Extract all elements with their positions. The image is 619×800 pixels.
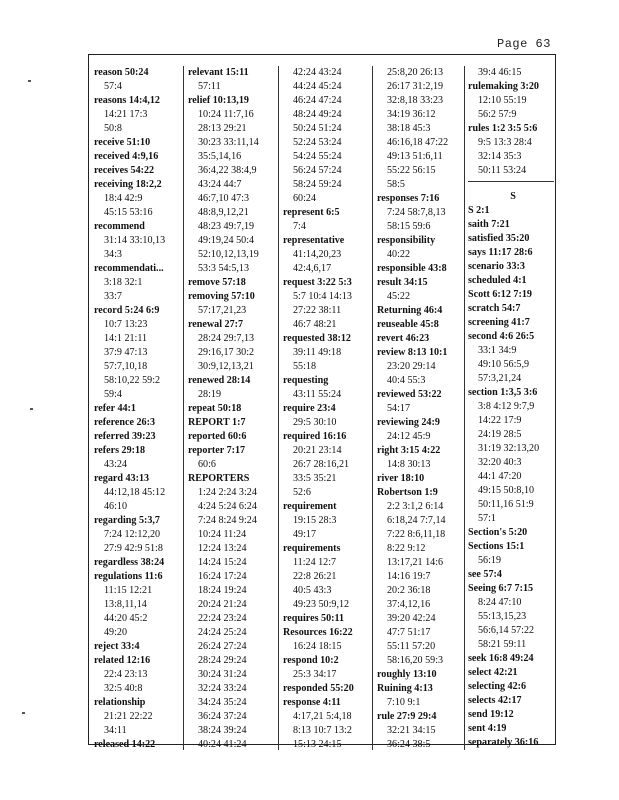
index-ref: 18:24 19:24 bbox=[198, 585, 247, 596]
scan-mark bbox=[30, 408, 33, 410]
index-ref: 13:8,11,14 bbox=[104, 599, 147, 610]
index-ref: 46:10 bbox=[104, 501, 127, 512]
index-term: responsible 43:8 bbox=[377, 263, 447, 274]
index-ref: 57:4 bbox=[104, 81, 122, 92]
index-ref: 36:24 38:5 bbox=[387, 739, 431, 750]
index-ref: 58:16,20 59:3 bbox=[387, 655, 444, 666]
index-ref: 58:21 59:11 bbox=[478, 639, 527, 650]
index-ref: 7:22 8:6,11,18 bbox=[387, 529, 446, 540]
index-ref: 60:6 bbox=[198, 459, 216, 470]
index-term: separately 36:16 bbox=[468, 737, 539, 748]
index-ref: 7:4 bbox=[293, 221, 306, 232]
index-ref: 58:5 bbox=[387, 179, 405, 190]
index-ref: 32:24 33:24 bbox=[198, 683, 247, 694]
index-term: requires 50:11 bbox=[283, 613, 345, 624]
index-term: selecting 42:6 bbox=[468, 681, 527, 692]
index-ref: 7:10 9:1 bbox=[387, 697, 421, 708]
index-ref: 44:20 45:2 bbox=[104, 613, 148, 624]
index-ref: 11:15 12:21 bbox=[104, 585, 153, 596]
index-ref: 7:24 8:24 9:24 bbox=[198, 515, 257, 526]
index-ref: 52:6 bbox=[293, 487, 311, 498]
index-ref: 14:24 15:24 bbox=[198, 557, 247, 568]
column-divider bbox=[183, 66, 184, 750]
index-term: regard 43:13 bbox=[94, 473, 150, 484]
index-ref: 16:24 18:15 bbox=[293, 641, 342, 652]
index-ref: 39:4 46:15 bbox=[478, 67, 522, 78]
index-term: related 12:16 bbox=[94, 655, 151, 666]
index-ref: 10:7 13:23 bbox=[104, 319, 148, 330]
index-ref: 32:8,18 33:23 bbox=[387, 95, 444, 106]
index-ref: 40:22 bbox=[387, 249, 410, 260]
index-ref: 33:5 35:21 bbox=[293, 473, 337, 484]
index-ref: 56:6,14 57:22 bbox=[478, 625, 535, 636]
index-ref: 8:13 10:7 13:2 bbox=[293, 725, 352, 736]
index-term: reviewed 53:22 bbox=[377, 389, 442, 400]
index-term: Section's 5:20 bbox=[468, 527, 528, 538]
index-ref: 23:20 29:14 bbox=[387, 361, 436, 372]
index-ref: 30:23 33:11,14 bbox=[198, 137, 259, 148]
index-ref: 44:12,18 45:12 bbox=[104, 487, 166, 498]
index-ref: 34:24 35:24 bbox=[198, 697, 247, 708]
index-ref: 7:24 12:12,20 bbox=[104, 529, 161, 540]
index-ref: 15:13 24:15 bbox=[293, 739, 342, 750]
index-term: received 4:9,16 bbox=[94, 151, 159, 162]
index-ref: 36:4,22 38:4,9 bbox=[198, 165, 257, 176]
index-ref: 33:7 bbox=[104, 291, 122, 302]
index-ref: 37:9 47:13 bbox=[104, 347, 148, 358]
index-ref: 21:21 22:22 bbox=[104, 711, 153, 722]
index-ref: 25:3 34:17 bbox=[293, 669, 337, 680]
index-ref: 28:13 29:21 bbox=[198, 123, 247, 134]
index-ref: 47:7 51:17 bbox=[387, 627, 431, 638]
index-term: relief 10:13,19 bbox=[188, 95, 249, 106]
index-ref: 55:22 56:15 bbox=[387, 165, 436, 176]
index-term: reject 33:4 bbox=[94, 641, 140, 652]
index-ref: 48:23 49:7,19 bbox=[198, 221, 255, 232]
index-ref: 4:24 5:24 6:24 bbox=[198, 501, 257, 512]
index-term: rule 27:9 29:4 bbox=[377, 711, 437, 722]
index-term: reference 26:3 bbox=[94, 417, 155, 428]
index-term: require 23:4 bbox=[283, 403, 336, 414]
index-term: required 16:16 bbox=[283, 431, 347, 442]
index-ref: 24:19 28:5 bbox=[478, 429, 522, 440]
index-ref: 49:10 56:5,9 bbox=[478, 359, 530, 370]
index-ref: 58:24 59:24 bbox=[293, 179, 342, 190]
index-ref: 30:24 31:24 bbox=[198, 669, 247, 680]
index-term: recommend bbox=[94, 221, 145, 232]
index-ref: 38:18 45:3 bbox=[387, 123, 431, 134]
index-ref: 40:4 55:3 bbox=[387, 375, 426, 386]
index-term: screening 41:7 bbox=[468, 317, 530, 328]
index-ref: 45:22 bbox=[387, 291, 410, 302]
index-term: second 4:6 26:5 bbox=[468, 331, 535, 342]
index-term: reviewing 24:9 bbox=[377, 417, 440, 428]
index-ref: 45:15 53:16 bbox=[104, 207, 153, 218]
index-term: saith 7:21 bbox=[468, 219, 510, 230]
index-ref: 12:10 55:19 bbox=[478, 95, 527, 106]
index-ref: 31:19 32:13,20 bbox=[478, 443, 540, 454]
index-term: response 4:11 bbox=[283, 697, 341, 708]
index-term: receive 51:10 bbox=[94, 137, 151, 148]
index-column-4 bbox=[377, 66, 465, 752]
index-term: reuseable 45:8 bbox=[377, 319, 439, 330]
index-ref: 24:24 25:24 bbox=[198, 627, 247, 638]
index-ref: 19:15 28:3 bbox=[293, 515, 337, 526]
index-ref: 56:2 57:9 bbox=[478, 109, 517, 120]
index-ref: 20:2 36:18 bbox=[387, 585, 431, 596]
index-ref: 1:24 2:24 3:24 bbox=[198, 487, 257, 498]
index-ref: 26:24 27:24 bbox=[198, 641, 247, 652]
index-ref: 24:12 45:9 bbox=[387, 431, 431, 442]
index-ref: 28:24 29:7,13 bbox=[198, 333, 255, 344]
index-ref: 55:13,15,23 bbox=[478, 611, 527, 622]
index-term: selects 42:17 bbox=[468, 695, 522, 706]
index-term: reasons 14:4,12 bbox=[94, 95, 160, 106]
index-term: Returning 46:4 bbox=[377, 305, 443, 316]
index-term: Seeing 6:7 7:15 bbox=[468, 583, 534, 594]
index-ref: 49:20 bbox=[104, 627, 127, 638]
index-term: S 2:1 bbox=[468, 205, 490, 216]
scan-mark bbox=[22, 712, 25, 714]
index-ref: 57:11 bbox=[198, 81, 221, 92]
index-ref: 22:4 23:13 bbox=[104, 669, 148, 680]
index-ref: 32:20 40:3 bbox=[478, 457, 522, 468]
index-ref: 49:13 51:6,11 bbox=[387, 151, 443, 162]
index-term: select 42:21 bbox=[468, 667, 518, 678]
index-ref: 46:7,10 47:3 bbox=[198, 193, 250, 204]
index-ref: 55:18 bbox=[293, 361, 316, 372]
index-term: Resources 16:22 bbox=[283, 627, 353, 638]
index-ref: 32:5 40:8 bbox=[104, 683, 143, 694]
index-ref: 29:16,17 30:2 bbox=[198, 347, 255, 358]
index-ref: 10:24 11:7,16 bbox=[198, 109, 254, 120]
index-ref: 36:24 37:24 bbox=[198, 711, 247, 722]
index-ref: 39:11 49:18 bbox=[293, 347, 342, 358]
index-ref: 14:22 17:9 bbox=[478, 415, 522, 426]
index-ref: 9:5 13:3 28:4 bbox=[478, 137, 532, 148]
index-ref: 44:24 45:24 bbox=[293, 81, 342, 92]
index-term: request 3:22 5:3 bbox=[283, 277, 352, 288]
index-ref: 42:24 43:24 bbox=[293, 67, 342, 78]
index-term: refer 44:1 bbox=[94, 403, 136, 414]
index-ref: 41:14,20,23 bbox=[293, 249, 342, 260]
index-term: responsibility bbox=[377, 235, 436, 246]
index-ref: 57:17,21,23 bbox=[198, 305, 247, 316]
index-ref: 20:24 21:24 bbox=[198, 599, 247, 610]
index-ref: 55:11 57:20 bbox=[387, 641, 436, 652]
index-ref: 28:19 bbox=[198, 389, 221, 400]
index-term: send 19:12 bbox=[468, 709, 514, 720]
index-ref: 40:24 41:24 bbox=[198, 739, 247, 750]
index-ref: 8:22 9:12 bbox=[387, 543, 426, 554]
index-ref: 42:4,6,17 bbox=[293, 263, 332, 274]
index-term: refers 29:18 bbox=[94, 445, 146, 456]
index-ref: 14:16 19:7 bbox=[387, 571, 431, 582]
index-term: section 1:3,5 3:6 bbox=[468, 387, 538, 398]
index-term: review 8:13 10:1 bbox=[377, 347, 448, 358]
index-ref: 3:18 32:1 bbox=[104, 277, 143, 288]
index-term: seek 16:8 49:24 bbox=[468, 653, 534, 664]
index-ref: 22:24 23:24 bbox=[198, 613, 247, 624]
index-ref: 27:9 42:9 51:8 bbox=[104, 543, 163, 554]
index-term: river 18:10 bbox=[377, 473, 425, 484]
index-term: reported 60:6 bbox=[188, 431, 247, 442]
index-ref: 7:24 58:7,8,13 bbox=[387, 207, 446, 218]
index-term: remove 57:18 bbox=[188, 277, 246, 288]
index-ref: 4:17,21 5:4,18 bbox=[293, 711, 352, 722]
index-column-1 bbox=[94, 66, 182, 752]
index-term: requesting bbox=[283, 375, 329, 386]
index-ref: 52:24 53:24 bbox=[293, 137, 342, 148]
index-ref: 58:10,22 59:2 bbox=[104, 375, 161, 386]
index-ref: 34:3 bbox=[104, 249, 122, 260]
index-ref: 14:8 30:13 bbox=[387, 459, 431, 470]
index-ref: 48:8,9,12,21 bbox=[198, 207, 249, 218]
index-ref: 46:16,18 47:22 bbox=[387, 137, 449, 148]
index-term: responded 55:20 bbox=[283, 683, 354, 694]
index-term: relationship bbox=[94, 697, 146, 708]
index-term: regardless 38:24 bbox=[94, 557, 165, 568]
index-term: sent 4:19 bbox=[468, 723, 507, 734]
index-term: satisfied 35:20 bbox=[468, 233, 530, 244]
index-ref: 2:2 3:1,2 6:14 bbox=[387, 501, 444, 512]
index-ref: 18:4 42:9 bbox=[104, 193, 143, 204]
index-term: relevant 15:11 bbox=[188, 67, 249, 78]
index-ref: 3:8 4:12 9:7,9 bbox=[478, 401, 535, 412]
index-term: representative bbox=[283, 235, 345, 246]
index-term: requirements bbox=[283, 543, 341, 554]
index-term: scheduled 4:1 bbox=[468, 275, 527, 286]
index-ref: 35:5,14,16 bbox=[198, 151, 242, 162]
index-term: receives 54:22 bbox=[94, 165, 155, 176]
index-column-5 bbox=[468, 66, 558, 750]
index-ref: 29:5 30:10 bbox=[293, 417, 337, 428]
index-ref: 46:7 48:21 bbox=[293, 319, 337, 330]
index-ref: 6:18,24 7:7,14 bbox=[387, 515, 446, 526]
index-ref: 50:11 53:24 bbox=[478, 165, 527, 176]
index-ref: 44:1 47:20 bbox=[478, 471, 522, 482]
index-term: removing 57:10 bbox=[188, 291, 255, 302]
index-term: see 57:4 bbox=[468, 569, 502, 580]
index-ref: 26:7 28:16,21 bbox=[293, 459, 350, 470]
section-letter: S bbox=[510, 191, 516, 202]
index-ref: 5:7 10:4 14:13 bbox=[293, 291, 352, 302]
index-ref: 10:24 11:24 bbox=[198, 529, 247, 540]
index-term: responses 7:16 bbox=[377, 193, 440, 204]
index-ref: 57:1 bbox=[478, 513, 496, 524]
index-ref: 53:3 54:5,13 bbox=[198, 263, 250, 274]
index-term: referred 39:23 bbox=[94, 431, 156, 442]
index-ref: 54:17 bbox=[387, 403, 410, 414]
index-ref: 37:4,12,16 bbox=[387, 599, 431, 610]
index-ref: 46:24 47:24 bbox=[293, 95, 342, 106]
index-ref: 57:7,10,18 bbox=[104, 361, 148, 372]
index-term: record 5:24 6:9 bbox=[94, 305, 160, 316]
index-term: Ruining 4:13 bbox=[377, 683, 433, 694]
index-term: reporter 7:17 bbox=[188, 445, 246, 456]
index-ref: 31:14 33:10,13 bbox=[104, 235, 166, 246]
index-ref: 26:17 31:2,19 bbox=[387, 81, 444, 92]
index-term: REPORT 1:7 bbox=[188, 417, 246, 428]
index-term: right 3:15 4:22 bbox=[377, 445, 441, 456]
index-term: requirement bbox=[283, 501, 337, 512]
index-term: released 14:22 bbox=[94, 739, 156, 750]
index-ref: 49:15 50:8,10 bbox=[478, 485, 535, 496]
index-term: rulemaking 3:20 bbox=[468, 81, 539, 92]
index-term: Scott 6:12 7:19 bbox=[468, 289, 532, 300]
index-ref: 20:21 23:14 bbox=[293, 445, 342, 456]
index-ref: 56:19 bbox=[478, 555, 501, 566]
index-term: roughly 13:10 bbox=[377, 669, 437, 680]
index-term: represent 6:5 bbox=[283, 207, 340, 218]
section-separator bbox=[468, 181, 554, 182]
index-ref: 50:24 51:24 bbox=[293, 123, 342, 134]
index-ref: 59:4 bbox=[104, 389, 122, 400]
index-ref: 40:5 43:3 bbox=[293, 585, 332, 596]
index-ref: 32:21 34:15 bbox=[387, 725, 436, 736]
index-ref: 8:24 47:10 bbox=[478, 597, 522, 608]
index-ref: 56:24 57:24 bbox=[293, 165, 342, 176]
index-ref: 12:24 13:24 bbox=[198, 543, 247, 554]
index-column-3 bbox=[283, 66, 371, 752]
column-divider bbox=[278, 66, 279, 750]
index-term: requested 38:12 bbox=[283, 333, 351, 344]
index-term: scratch 54:7 bbox=[468, 303, 521, 314]
index-term: renewal 27:7 bbox=[188, 319, 244, 330]
index-ref: 22:8 26:21 bbox=[293, 571, 337, 582]
index-term: rules 1:2 3:5 5:6 bbox=[468, 123, 538, 134]
index-column-2 bbox=[188, 66, 276, 752]
index-ref: 60:24 bbox=[293, 193, 316, 204]
index-term: Sections 15:1 bbox=[468, 541, 525, 552]
index-ref: 43:11 55:24 bbox=[293, 389, 342, 400]
index-ref: 49:23 50:9,12 bbox=[293, 599, 350, 610]
index-ref: 50:11,16 51:9 bbox=[478, 499, 534, 510]
index-ref: 34:11 bbox=[104, 725, 127, 736]
index-ref: 34:19 36:12 bbox=[387, 109, 436, 120]
index-ref: 27:22 38:11 bbox=[293, 305, 342, 316]
index-ref: 48:24 49:24 bbox=[293, 109, 342, 120]
index-ref: 33:1 34:9 bbox=[478, 345, 517, 356]
page-number-label: Page 63 bbox=[497, 37, 551, 51]
index-ref: 54:24 55:24 bbox=[293, 151, 342, 162]
index-ref: 16:24 17:24 bbox=[198, 571, 247, 582]
index-term: revert 46:23 bbox=[377, 333, 430, 344]
column-divider bbox=[372, 66, 373, 750]
index-ref: 30:9,12,13,21 bbox=[198, 361, 254, 372]
index-ref: 57:3,21,24 bbox=[478, 373, 522, 384]
index-ref: 14:1 21:11 bbox=[104, 333, 148, 344]
index-term: renewed 28:14 bbox=[188, 375, 251, 386]
scan-mark bbox=[28, 80, 31, 82]
index-term: repeat 50:18 bbox=[188, 403, 242, 414]
index-term: Robertson 1:9 bbox=[377, 487, 438, 498]
index-term: result 34:15 bbox=[377, 277, 428, 288]
index-ref: 49:19,24 50:4 bbox=[198, 235, 255, 246]
index-term: regulations 11:6 bbox=[94, 571, 163, 582]
index-ref: 32:14 35:3 bbox=[478, 151, 522, 162]
index-term: respond 10:2 bbox=[283, 655, 339, 666]
index-ref: 38:24 39:24 bbox=[198, 725, 247, 736]
index-ref: 11:24 12:7 bbox=[293, 557, 337, 568]
index-ref: 52:10,12,13,19 bbox=[198, 249, 259, 260]
index-term: receiving 18:2,2 bbox=[94, 179, 162, 190]
index-ref: 43:24 44:7 bbox=[198, 179, 242, 190]
column-divider bbox=[464, 66, 465, 750]
index-ref: 49:17 bbox=[293, 529, 316, 540]
index-term: scenario 33:3 bbox=[468, 261, 525, 272]
index-term: recommendati... bbox=[94, 263, 164, 274]
index-ref: 13:17,21 14:6 bbox=[387, 557, 444, 568]
index-ref: 14:21 17:3 bbox=[104, 109, 148, 120]
index-term: REPORTERS bbox=[188, 473, 250, 484]
index-term: reason 50:24 bbox=[94, 67, 149, 78]
index-ref: 28:24 29:24 bbox=[198, 655, 247, 666]
index-ref: 25:8,20 26:13 bbox=[387, 67, 444, 78]
index-ref: 50:8 bbox=[104, 123, 122, 134]
index-ref: 58:15 59:6 bbox=[387, 221, 431, 232]
index-ref: 43:24 bbox=[104, 459, 127, 470]
index-term: regarding 5:3,7 bbox=[94, 515, 160, 526]
index-ref: 39:20 42:24 bbox=[387, 613, 436, 624]
index-term: says 11:17 28:6 bbox=[468, 247, 533, 258]
